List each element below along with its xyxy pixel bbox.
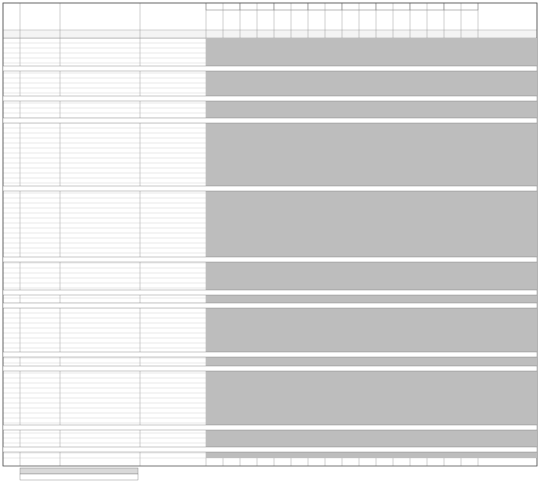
footer-label-box: [20, 468, 138, 474]
table-cells: [3, 38, 537, 480]
section-row: [3, 186, 537, 191]
section-row: [3, 366, 537, 371]
section-row: [3, 96, 537, 101]
section-row: [3, 290, 537, 295]
section-row: [3, 303, 537, 308]
section-row: [3, 257, 537, 262]
header-number-row: [3, 30, 537, 38]
section-row: [3, 352, 537, 357]
section-row: [3, 447, 537, 452]
section-row: [3, 118, 537, 123]
section-row: [3, 66, 537, 71]
section-row: [3, 425, 537, 430]
footer-value-box: [20, 474, 138, 480]
